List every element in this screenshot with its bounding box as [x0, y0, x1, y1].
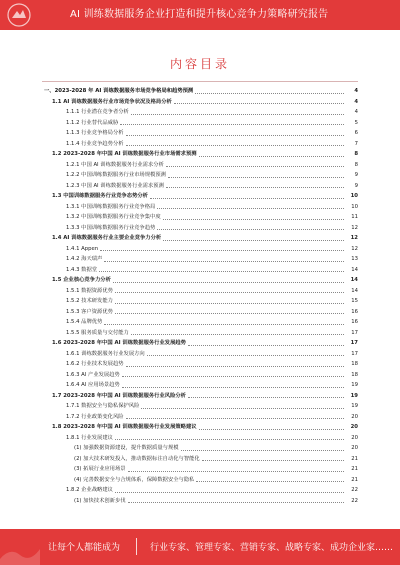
- toc-entry-page: 14: [351, 287, 358, 294]
- dot-leader: [120, 124, 344, 125]
- toc-entry-page: 20: [351, 434, 358, 441]
- toc-entry-label: 1.5 企业核心竞争力分析: [52, 277, 111, 283]
- toc-entry[interactable]: [44, 118, 358, 129]
- toc-entry-label: 1.5.2 技术研发能力: [66, 298, 113, 304]
- toc-entry-label: 1.7.2 行业政策变化风险: [66, 413, 124, 420]
- toc-entry-page: 20: [351, 445, 358, 451]
- toc-entry[interactable]: [44, 328, 358, 339]
- dot-leader: [163, 219, 344, 220]
- toc-entry-label: 1.1.2 行业替代品威胁: [66, 119, 119, 126]
- toc-entry[interactable]: [44, 475, 358, 486]
- toc-entry-page: 15: [351, 298, 358, 304]
- toc-entry[interactable]: [44, 485, 358, 496]
- toc-entry-page: 19: [351, 403, 358, 409]
- toc-entry-page: 4: [354, 109, 358, 115]
- dot-leader: [147, 355, 344, 356]
- toc-entry-label: 1.3.2 中国训练数据服务行业竞争集中度: [66, 214, 161, 220]
- toc-entry-label: 1.5.5 服务质量与交付能力: [66, 329, 129, 336]
- table-of-contents: [44, 86, 358, 506]
- toc-entry-page: 4: [354, 98, 358, 105]
- toc-entry[interactable]: [44, 380, 358, 391]
- toc-entry-label: 1.4.2 海天瑞声: [66, 256, 103, 262]
- dot-leader: [115, 492, 344, 493]
- dot-leader: [188, 345, 344, 346]
- toc-entry[interactable]: [44, 202, 358, 213]
- toc-entry-page: 21: [351, 466, 358, 472]
- toc-entry-label: 1.4.3 数据堂: [66, 266, 98, 273]
- report-title: AI 训练数据服务企业打造和提升核心竞争力策略研究报告: [70, 9, 329, 20]
- toc-entry[interactable]: [44, 149, 358, 160]
- toc-entry-label: (1) 加快技术创新步伐: [74, 497, 126, 504]
- toc-entry[interactable]: [44, 422, 358, 433]
- toc-entry-page: 16: [351, 308, 358, 315]
- toc-entry-label: 1.8.2 企业战略建议: [66, 487, 113, 493]
- toc-entry-page: 9: [354, 172, 358, 178]
- toc-entry[interactable]: [44, 107, 358, 118]
- toc-entry-page: 9: [354, 182, 358, 189]
- toc-entry[interactable]: [44, 359, 358, 370]
- dot-leader: [168, 177, 344, 178]
- toc-entry-label: (2) 加大技术研发投入，推动数据标注自动化与智能化: [74, 455, 200, 462]
- toc-entry[interactable]: [44, 86, 358, 97]
- dot-leader: [174, 103, 344, 104]
- toc-entry-label: (1) 加强数据资源建设，提升数据质量与规模: [74, 445, 179, 451]
- dot-leader: [157, 208, 344, 209]
- toc-entry[interactable]: [44, 307, 358, 318]
- toc-entry-page: 12: [351, 245, 358, 252]
- toc-entry-page: 18: [351, 361, 358, 367]
- toc-entry-page: 21: [351, 455, 358, 462]
- divider: [42, 81, 358, 82]
- toc-entry[interactable]: [44, 317, 358, 328]
- header-bar: [0, 0, 400, 30]
- toc-entry[interactable]: [44, 370, 358, 381]
- toc-entry-page: 12: [351, 224, 358, 231]
- toc-entry-label: 1.8 2023-2028 年中国 AI 训练数据服务行业发展策略建议: [52, 424, 197, 430]
- footer-tagline: 行业专家、管理专家、营销专家、战略专家、成功企业家……: [150, 543, 394, 553]
- toc-entry-page: 21: [351, 476, 358, 483]
- toc-heading: 内容目录: [169, 57, 230, 71]
- dot-leader: [157, 229, 344, 230]
- toc-entry-page: 14: [350, 277, 358, 283]
- toc-entry[interactable]: [44, 401, 358, 412]
- toc-entry-page: 14: [351, 266, 358, 273]
- toc-entry-page: 20: [351, 413, 358, 420]
- toc-entry-label: 1.6.3 AI 产业发展趋势: [66, 371, 120, 378]
- dot-leader: [188, 397, 344, 398]
- dot-leader: [122, 376, 344, 377]
- toc-entry-label: 1.4 AI 训练数据服务行业主要企业竞争力分析: [52, 235, 162, 241]
- dot-leader: [166, 166, 344, 167]
- dot-leader: [115, 313, 344, 314]
- toc-entry[interactable]: [44, 338, 358, 349]
- dot-leader: [163, 240, 344, 241]
- dot-leader: [150, 198, 344, 199]
- dot-leader: [104, 324, 344, 325]
- toc-entry[interactable]: [44, 97, 358, 108]
- toc-entry-label: 1.5.4 品牌优势: [66, 319, 103, 325]
- toc-entry-label: 1.2.1 中国 AI 训练数据服务行业需求分析: [66, 161, 164, 168]
- toc-entry-page: 10: [350, 193, 358, 199]
- toc-entry-label: 1.6.2 行业技术发展趋势: [66, 361, 124, 367]
- dot-leader: [126, 145, 344, 146]
- toc-entry[interactable]: [44, 254, 358, 265]
- toc-entry[interactable]: [44, 275, 358, 286]
- toc-entry-page: 22: [351, 487, 358, 493]
- toc-entry[interactable]: [44, 128, 358, 139]
- toc-entry[interactable]: [44, 443, 358, 454]
- toc-entry-page: 18: [351, 371, 358, 378]
- toc-entry-label: 一、2023-2028 年 AI 训练数据服务市场竞争格局和趋势预测: [44, 88, 194, 94]
- toc-entry-label: 1.6.4 AI 应用场景趋势: [66, 382, 120, 388]
- toc-entry-page: 7: [354, 140, 358, 147]
- toc-entry[interactable]: [44, 496, 358, 507]
- toc-entry-page: 11: [351, 214, 358, 220]
- dot-leader: [202, 460, 344, 461]
- dot-leader: [131, 114, 344, 115]
- toc-entry[interactable]: [44, 296, 358, 307]
- toc-entry[interactable]: [44, 244, 358, 255]
- dot-leader: [181, 450, 344, 451]
- toc-entry[interactable]: [44, 349, 358, 360]
- dot-leader: [199, 429, 344, 430]
- toc-entry[interactable]: [44, 223, 358, 234]
- toc-entry[interactable]: [44, 433, 358, 444]
- dot-leader: [199, 156, 344, 157]
- toc-entry-page: 4: [354, 88, 358, 94]
- toc-entry-label: 1.1.4 行业竞争趋势分析: [66, 140, 124, 147]
- toc-entry-page: 19: [351, 382, 358, 388]
- toc-entry-label: 1.1.3 行业竞争格局分析: [66, 130, 124, 136]
- toc-entry-page: 17: [351, 350, 358, 357]
- dot-leader: [122, 387, 344, 388]
- dot-leader: [141, 408, 344, 409]
- toc-entry-page: 22: [351, 497, 358, 504]
- toc-entry[interactable]: [44, 412, 358, 423]
- toc-entry-label: 1.8.1 行业发展建议: [66, 434, 113, 441]
- toc-entry-page: 16: [351, 319, 358, 325]
- toc-entry-label: 1.2.2 中国训练数据服务行业市场规模预测: [66, 172, 166, 178]
- toc-entry[interactable]: [44, 464, 358, 475]
- toc-entry-label: 1.4.1 Appen: [66, 245, 99, 252]
- dot-leader: [104, 261, 344, 262]
- toc-entry-label: 1.2 2023-2028 年中国 AI 训练数据服务行业市场需求预测: [52, 151, 197, 157]
- dot-leader: [99, 271, 344, 272]
- toc-entry[interactable]: [44, 391, 358, 402]
- toc-entry-label: 1.5.1 数据资源优势: [66, 287, 113, 294]
- toc-entry[interactable]: [44, 265, 358, 276]
- footer-bar: [0, 529, 400, 565]
- dot-leader: [126, 366, 344, 367]
- dot-leader: [128, 471, 344, 472]
- dot-leader: [196, 481, 344, 482]
- toc-entry-label: 1.5.3 客户资源优势: [66, 308, 113, 315]
- toc-entry[interactable]: [44, 181, 358, 192]
- toc-entry-page: 10: [351, 203, 358, 210]
- toc-entry-label: 1.7 2023-2028 年中国 AI 训练数据服务行业风险分析: [52, 392, 186, 399]
- toc-entry-label: (3) 拓展行业应用场景: [74, 466, 126, 472]
- toc-entry-page: 20: [350, 424, 358, 430]
- wave-decoration-icon: [0, 529, 40, 565]
- footer-slogan: 让每个人都能成为: [48, 543, 121, 553]
- toc-entry-label: 1.6.1 训练数据服务行业发展方向: [66, 350, 145, 357]
- toc-entry-label: 1.6 2023-2028 年中国 AI 训练数据服务行业发展趋势: [52, 340, 186, 346]
- logo-icon: [6, 2, 32, 28]
- toc-entry-label: 1.1.1 行业潜在竞争者分析: [66, 109, 129, 115]
- toc-entry-label: 1.2.3 中国 AI 训练数据服务行业需求预测: [66, 182, 164, 189]
- toc-entry-label: 1.7.1 数据安全与隐私保护风险: [66, 403, 140, 409]
- dot-leader: [126, 135, 344, 136]
- toc-entry-label: 1.3.3 中国训练数据服务行业竞争趋势: [66, 224, 156, 231]
- dot-leader: [113, 282, 344, 283]
- toc-entry-label: 1.1 AI 训练数据服务行业市场竞争状况及格局分析: [52, 98, 172, 105]
- toc-entry-page: 5: [354, 119, 358, 126]
- toc-entry[interactable]: [44, 170, 358, 181]
- toc-entry-page: 19: [350, 392, 358, 399]
- toc-entry-page: 13: [351, 256, 358, 262]
- toc-entry-page: 6: [354, 130, 358, 136]
- toc-entry[interactable]: [44, 286, 358, 297]
- toc-entry[interactable]: [44, 212, 358, 223]
- toc-entry-page: 17: [350, 340, 358, 346]
- toc-entry-page: 12: [350, 235, 358, 241]
- dot-leader: [126, 418, 344, 419]
- toc-entry[interactable]: [44, 139, 358, 150]
- toc-entry-label: 1.3 中国训练数据服务行业竞争态势分析: [52, 193, 148, 199]
- footer-divider: [136, 538, 137, 555]
- toc-entry-label: 1.3.1 中国训练数据服务行业竞争格局: [66, 203, 156, 210]
- toc-entry-label: (4) 完善数据安全与合规体系，保障数据安全与隐私: [74, 476, 195, 483]
- toc-entry[interactable]: [44, 233, 358, 244]
- toc-entry-page: 8: [354, 151, 358, 157]
- toc-entry-page: 17: [351, 329, 358, 336]
- toc-entry[interactable]: [44, 191, 358, 202]
- toc-entry-page: 8: [354, 161, 358, 168]
- dot-leader: [131, 334, 344, 335]
- dot-leader: [115, 303, 344, 304]
- dot-leader: [166, 187, 344, 188]
- toc-entry[interactable]: [44, 160, 358, 171]
- dot-leader: [195, 93, 344, 94]
- dot-leader: [115, 292, 344, 293]
- toc-entry[interactable]: [44, 454, 358, 465]
- dot-leader: [100, 250, 344, 251]
- dot-leader: [115, 439, 344, 440]
- dot-leader: [128, 502, 344, 503]
